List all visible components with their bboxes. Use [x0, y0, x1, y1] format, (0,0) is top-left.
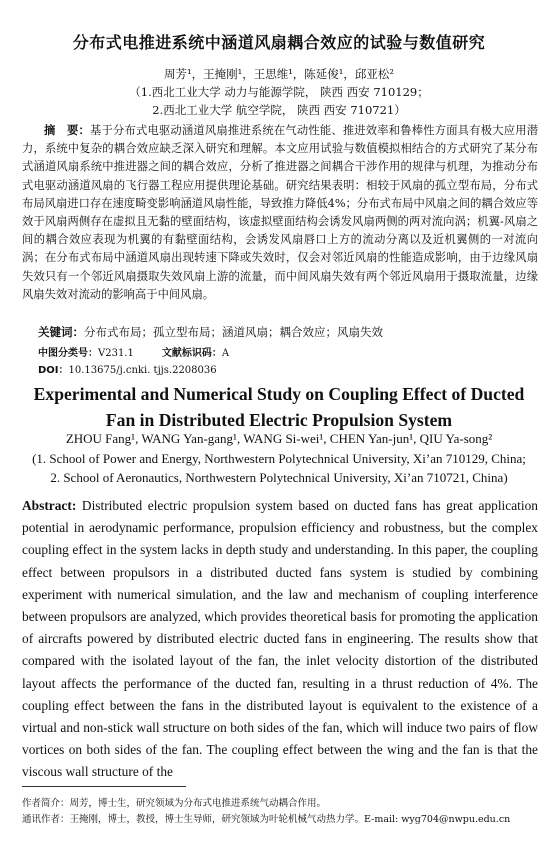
doi-value: 10.13675/j.cnki. tjjs.2208036	[68, 365, 217, 376]
english-title	[0, 381, 558, 433]
chinese-title: 分布式电推进系统中涵道风扇耦合效应的试验与数值研究	[72, 33, 486, 52]
document-code-label: 文献标识码：	[161, 348, 222, 359]
english-affiliation-1: (1. School of Power and Energy, Northwestern Polytechnical University, Xi’an 710129, China;	[32, 451, 526, 466]
footnote-divider	[22, 786, 186, 787]
english-title-line-2: Fan in Distributed Electric Propulsion System	[105, 410, 453, 430]
class-number-label: 中图分类号：	[38, 348, 98, 359]
english-abstract	[22, 495, 538, 784]
document-code-value: A	[221, 348, 230, 359]
english-authors: ZHOU Fang¹, WANG Yan-gang¹, WANG Si-wei¹, CHEN Yan-jun¹, QIU Ya-song²	[65, 431, 493, 446]
doi-line	[38, 361, 217, 376]
english-abstract-text: Distributed electric propulsion system based on ducted fans has great application potential in aerodynamic performance, propulsion efficiency and robustness, but the complex coupling effect in the system lacks in depth study and understanding. In this paper, the coupling effect between propulsors in a distributed ducted fans system is studied by combining experiment with numerical simulation, and the law and mechanism of coupling interference between propulsors are analyzed, which provides theoretical basis for promoting the application of aircrafts powered by distributed electric ducted fans in engineering. The results show that compared with the isolated layout of the fan, the inlet velocity distortion of the distributed layout affects the performance of the ducted fan, resulting in a thrust reduction of 4%. The coupling effect between the fans in the distributed layout is equivalent to the existence of a virtual and non-stick wall structure on both sides of the fan, which will induce two pairs of flow vortices on both sides of the fan. The coupling effect between the wing and the fan is that the viscous wall structure of the	[22, 498, 538, 780]
keywords-label: 关键词：	[38, 325, 84, 339]
footnote-corresponding-author: 通讯作者：王掩刚，博士，教授，博士生导师，研究领域为叶轮机械气动热力学。E-mail: wyg704@nwpu.edu.cn	[22, 814, 511, 825]
chinese-keywords	[38, 324, 383, 340]
chinese-abstract	[22, 122, 538, 304]
chinese-authors: 周芳¹，王掩刚¹，王思维¹，陈延俊¹，邱亚松²	[163, 67, 395, 81]
footnote-author-bio: 作者简介：周芳，博士生，研究领域为分布式电推进系统气动耦合作用。	[22, 798, 327, 809]
doi-label: DOI：	[38, 365, 69, 376]
english-abstract-label: Abstract:	[22, 498, 77, 513]
english-affiliation-2: 2. School of Aeronautics, Northwestern Polytechnical University, Xi’an 710721, China)	[50, 470, 508, 485]
chinese-affiliation-2: 2.西北工业大学 航空学院， 陕西 西安 710721）	[152, 103, 406, 117]
class-number-value: V231.1	[98, 348, 134, 359]
chinese-abstract-label: 摘 要：	[44, 124, 90, 137]
english-title-line-1: Experimental and Numerical Study on Coupling Effect of Ducted	[33, 384, 525, 404]
classification-line	[38, 344, 229, 359]
keywords-text: 分布式布局；孤立型布局；涵道风扇；耦合效应；风扇失效	[84, 325, 383, 339]
chinese-affiliation-1: （1.西北工业大学 动力与能源学院， 陕西 西安 710129；	[129, 85, 429, 99]
chinese-abstract-text: 基于分布式电驱动涵道风扇推进系统在气动性能、推进效率和鲁棒性方面具有极大应用潜力，系统中复杂的耦合效应缺乏深入研究和理解。本文应用试验与数值模拟相结合的方式研究了某分布式涵道风扇系统中推进器之间的耦合效应，分析了推进器之间耦合干涉作用的规律与机理，为推动分布式电驱动涵道风扇的飞行器工程应用提供理论基础。研究结果表明：相较于风扇的孤立型布局，分布式布局风扇进口存在速度畸变影响涵道风扇性能，导致推力降低4%；分布式布局中风扇之间的耦合效应等效于风扇两侧存在虚拟且无黏的壁面结构，该虚拟壁面结构会诱发风扇两侧的两对流向涡；机翼-风扇之间的耦合效应表现为机翼的有黏壁面结构，会诱发风扇唇口上方的流动分离以及近机翼侧的一对流向涡；在分布式布局中涵道风扇出现转速下降或失效时，仅会对邻近风扇的性能造成影响，由于边缘风扇失效只有一个邻近风扇摄取失效风扇上游的流量，而中间风扇失效有两个邻近风扇用于摄取流量，边缘风扇失效对流动的影响高于中间风扇。	[22, 124, 538, 301]
